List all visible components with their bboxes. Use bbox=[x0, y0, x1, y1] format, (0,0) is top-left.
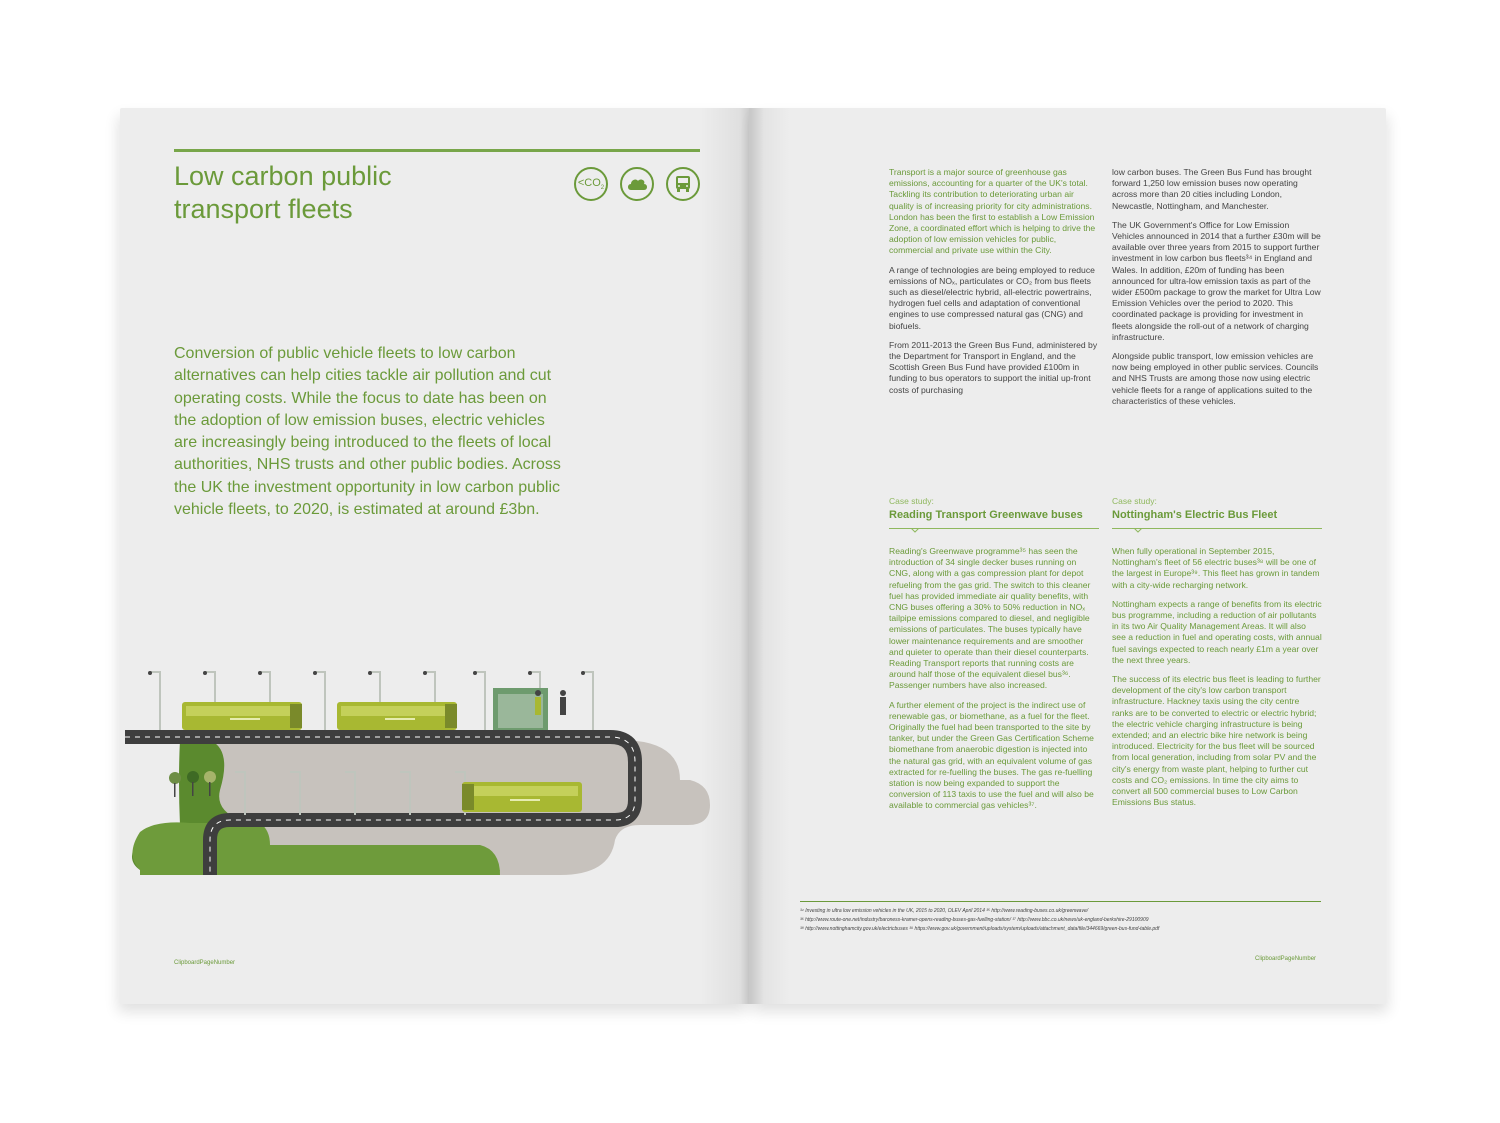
col1-para-1: Transport is a major source of greenhouse gas emissions, accounting for a quarter of the UK's total. Tackling its contribution to deteriorating urban air quality is of increasing priority for city administrations. London has been the first to establish a Low Emission Zone, a coordinated effort which is helping to drive the adoption of low emission vehicles for public, commercial and private use within the City. bbox=[889, 167, 1096, 256]
footnote-line-1: ³⁴ Investing in ultra low emission vehicles in the UK, 2015 to 2020, OLEV April 2014 ³⁵ http://www.reading-buses.co.uk/greenwave/ bbox=[800, 908, 1089, 914]
intro-column-2 bbox=[1112, 167, 1322, 415]
bus-icon bbox=[666, 167, 700, 201]
co2-label: <CO bbox=[577, 176, 601, 189]
footnote-line-2: ³⁶ http://www.route-one.net/industry/baroness-kramer-opens-reading-buses-gas-fuelling-station/ ³⁷ http://www.bbc.co.uk/news/uk-england-berkshire-29100909 bbox=[800, 917, 1149, 923]
cloud-icon bbox=[620, 167, 654, 201]
intro-paragraph: Conversion of public vehicle fleets to low carbon alternatives can help cities tackle air pollution and cut operating costs. While the focus to date has been on the adoption of low emission buses, electric vehicles are increasingly being introduced to the fleets of local authorities, NHS trusts and other public bodies. Across the UK the investment opportunity in low carbon public vehicle fleets, to 2020, is estimated at around £3bn. bbox=[174, 345, 561, 519]
title-rule bbox=[174, 149, 700, 152]
bus-3 bbox=[462, 782, 582, 812]
case2-para-3: The success of its electric bus fleet is leading to further development of the city's low carbon transport infrastructure. Hackney taxis using the city centre ranks are to be converted to electric or electric hybrid; the electric vehicle charging infrastructure is being extended; and an electric bike hire network is being introduced. Electricity for the bus fleet will be sourced from local generation, including from solar PV and the city's energy from waste plant, helping to further cut costs and CO₂ emissions. In time the city aims to convert all 500 commercial buses to Low Carbon Emissions Bus status. bbox=[1112, 674, 1321, 808]
case1-para-1: Reading's Greenwave programme³⁵ has seen the introduction of 34 single decker buses running on CNG, along with a gas compression plant for depot refueling from the gas grid. The switch to this cleaner fuel has provided immediate air quality benefits, with CNG buses offering a 30% to 50% reduction in NOₓ tailpipe emissions compared to diesel, and negligible emissions of particulates. The buses typically have lower maintenance requirements and are smoother and quieter to operate than their diesel counterparts. Reading Transport reports that running costs are around half those of the equivalent diesel bus³⁶. Passenger numbers have also increased. bbox=[889, 546, 1091, 691]
col2-para-3: Alongside public transport, low emission vehicles are now being employed in other public services. Councils and NHS Trusts are among those now using electric vehicle fleets for a range of applications suited to the characteristics of these vehicles. bbox=[1112, 351, 1319, 406]
case2-kicker: Case study: bbox=[1112, 496, 1157, 506]
col2-para-1: low carbon buses. The Green Bus Fund has brought forward 1,250 low emission buses now operating across more than 20 cities including London, Newcastle, Nottingham, and Manchester. bbox=[1112, 167, 1312, 211]
case2-rule-notch bbox=[1134, 528, 1142, 536]
case1-kicker: Case study: bbox=[889, 496, 934, 506]
footnote-line-3: ³⁸ http://www.nottinghamcity.gov.uk/electricbuses ³⁹ https://www.gov.uk/government/uploads/system/uploads/attachment_data/file/344669/green-bus-fund-table.pdf bbox=[800, 926, 1160, 932]
intro-column-1 bbox=[889, 167, 1099, 404]
bus-shelter bbox=[493, 688, 566, 730]
bus-2 bbox=[337, 702, 457, 730]
case1-para-2: A further element of the project is the indirect use of renewable gas, or biomethane, as a fuel for the fleet. Originally the fuel had been transported to the site by tanker, but under the Green Gas Certification Scheme biomethane from anaerobic digestion is injected into the natural gas grid, with an equivalent volume of gas extracted for re-fuelling the buses. The gas re-fuelling station is now being expanded to support the conversion of 113 taxis to use the fuel and will also be available to commercial gas vehicles³⁷. bbox=[889, 699, 1094, 811]
case1-rule bbox=[889, 528, 1099, 529]
case2-rule bbox=[1112, 528, 1322, 529]
bus-1 bbox=[182, 702, 302, 730]
footnote-rule bbox=[800, 901, 1321, 902]
spine-fold bbox=[749, 108, 751, 1004]
co2-subscript: 2 bbox=[600, 185, 605, 192]
page-title: Low carbon public transport fleets bbox=[174, 161, 392, 224]
case2-para-2: Nottingham expects a range of benefits from its electric bus programme, including a reduction of air pollutants in its two Air Quality Management Areas. It will also see a reduction in fuel and operating costs, with annual fuel savings expected to reach nearly £1m a year over the next three years. bbox=[1112, 598, 1322, 665]
col1-para-3: From 2011-2013 the Green Bus Fund, administered by the Department for Transport in England, and the Scottish Green Bus Fund have provided £100m in funding to bus operators to support the initial up-front costs of purchasing bbox=[889, 339, 1098, 395]
case2-para-1: When fully operational in September 2015, Nottingham's fleet of 56 electric buses³⁸ will be one of the largest in Europe³⁹. This fleet has grown in tandem with a city-wide recharging network. bbox=[1112, 546, 1320, 590]
col1-para-2: A range of technologies are being employed to reduce emissions of NOₓ, particulates or CO₂ from bus fleets such as diesel/electric hybrid, all-electric powertrains, hydrogen fuel cells and adaptation of conventional engines to use compressed natural gas (CNG) and biofuels. bbox=[889, 264, 1095, 331]
case1-rule-notch bbox=[911, 528, 919, 536]
left-folio: ClipboardPageNumber bbox=[174, 960, 236, 966]
case2-title: Nottingham's Electric Bus Fleet bbox=[1112, 509, 1278, 521]
col2-para-2: The UK Government's Office for Low Emission Vehicles announced in 2014 that a further £30m will be available over three years from 2015 to support further investment in low carbon bus fleets³⁴ in England and Wales. In addition, £20m of funding has been announced for ultra-low emission taxis as part of the wider £500m package to grow the market for Ultra Low Emission Vehicles over the period to 2020. This coordinated package is providing for investment in fleets alongside the roll-out of a network of charging infrastructure. bbox=[1112, 219, 1321, 342]
case2-body bbox=[1112, 546, 1322, 816]
case1-body bbox=[889, 546, 1099, 820]
transport-illustration bbox=[120, 660, 720, 930]
co2-reduction-icon bbox=[574, 167, 608, 201]
right-folio: ClipboardPageNumber bbox=[1255, 956, 1317, 962]
case1-title: Reading Transport Greenwave buses bbox=[889, 509, 1083, 521]
gutter-shadow-right bbox=[750, 108, 790, 1004]
